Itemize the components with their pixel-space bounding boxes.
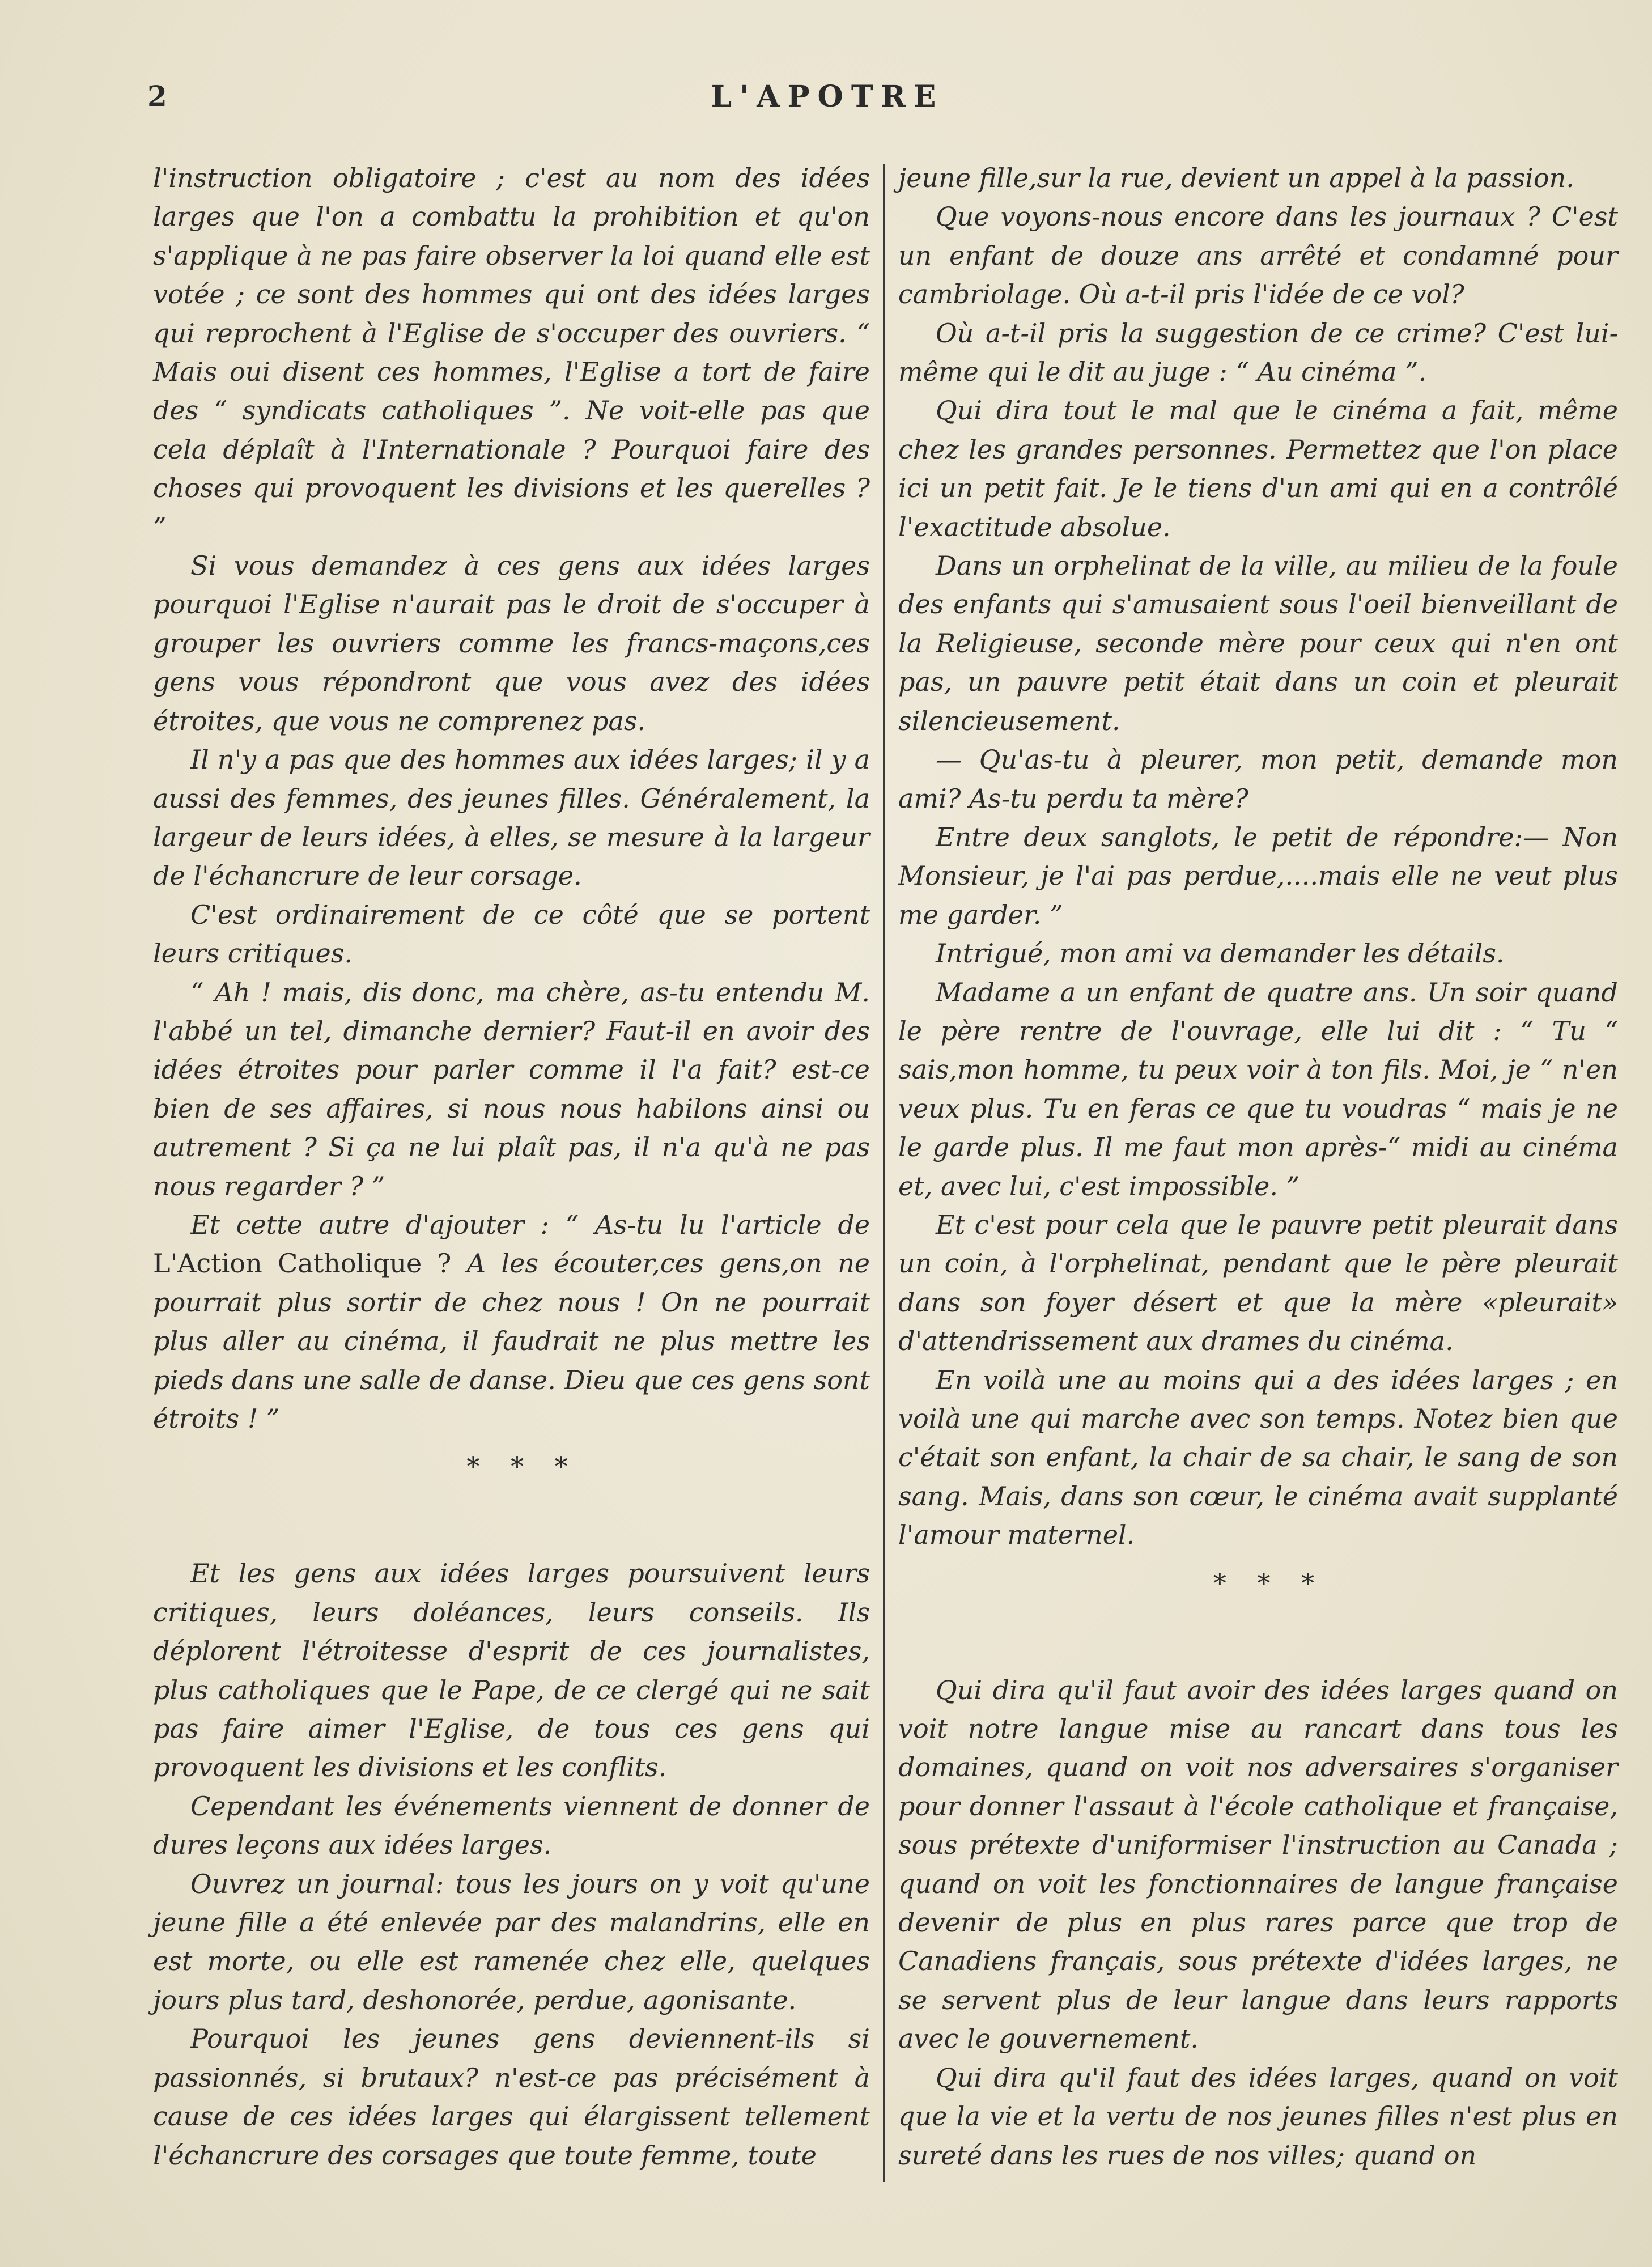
paragraph: Et c'est pour cela que le pauvre petit pleurait dans un coin, à l'orphelinat, pendant que le père pleurait dans son foyer désert et que la mère «pleurait» d'attendrissement aux drames du cinéma. [898, 1209, 1618, 1357]
paragraph: “ Ah ! mais, dis donc, ma chère, as-tu entendu M. l'abbé un tel, dimanche dernier? Faut-il en avoir des idées étroites pour parler comme il l'a fait? est-ce bien de ses affaires, si nous nous habilons ainsi ou autrement ? Si ça ne lui plaît pas, il n'a qu'à ne pas nous regarder ? ” [153, 977, 870, 1202]
paragraph [153, 1205, 870, 1438]
paragraph: Pourquoi les jeunes gens deviennent-ils si passionnés, si brutaux? n'est-ce pas précisément à cause de ces idées larges qui élargissent tellement l'échancrure des corsages que toute femme, toute [153, 2023, 870, 2171]
paragraph: Qui dira qu'il faut avoir des idées larges quand on voit notre langue mise au rancart dans tous les domaines, quand on voit nos adversaires s'organiser pour donner l'assaut à l'école catholique et française, sous prétexte d'uniformiser l'instruction au Canada ; quand on voit les fonctionnaires de langue française devenir de plus en plus rares parce que trop de Canadiens français, sous prétexte d'idées larges, ne se servent plus de leur langue dans leurs rapports avec le gouvernement. [898, 1674, 1618, 2054]
paragraph: l'instruction obligatoire ; c'est au nom des idées larges que l'on a combattu la prohibition et qu'on s'applique à ne pas faire observer la loi quand elle est votée ; ce sont des hommes qui ont des idées larges qui reprochent à l'Eglise de s'occuper des ouvriers. “ Mais oui disent ces hommes, l'Eglise a tort de faire des “ syndicats catholiques ”. Ne voit-elle pas que cela déplaît à l'Internationale ? Pourquoi faire des choses qui provoquent les divisions et les querelles ? ” [153, 163, 870, 542]
left-column [153, 159, 870, 2175]
newspaper-title: L'Action Catholique ? [153, 1248, 452, 1279]
paragraph: Il n'y a pas que des hommes aux idées larges; il y a aussi des femmes, des jeunes filles. Généralement, la largeur de leurs idées, à elles, se mesure à la largeur de l'échancrure de leur corsage. [153, 744, 870, 891]
page-header [147, 79, 1507, 125]
paragraph: Si vous demandez à ces gens aux idées larges pourquoi l'Eglise n'aurait pas le droit de s'occuper à grouper les ouvriers comme les francs-maçons,ces gens vous répondront que vous avez des idées étroites, que vous ne comprenez pas. [153, 550, 870, 736]
right-column [898, 159, 1618, 2175]
paragraph: En voilà une au moins qui a des idées larges ; en voilà une qui marche avec son temps. Notez bien que c'était son enfant, la chair de sa chair, le sang de son sang. Mais, dans son cœur, le cinéma avait supplanté l'amour maternel. [898, 1364, 1618, 1551]
section-separator: * * * [1213, 1567, 1326, 1598]
page-number: 2 [147, 79, 168, 113]
paragraph: Qui dira tout le mal que le cinéma a fait, même chez les grandes personnes. Permettez que l'on place ici un petit fait. Je le tiens d'un ami qui en a contrôlé l'exactitude absolue. [898, 395, 1618, 542]
running-title: L'APOTRE [711, 79, 944, 114]
paragraph: — Qu'as-tu à pleurer, mon petit, demande mon ami? As-tu perdu ta mère? [898, 744, 1618, 814]
paragraph: Que voyons-nous encore dans les journaux ? C'est un enfant de douze ans arrêté et condamné pour cambriolage. Où a-t-il pris l'idée de ce vol? [898, 201, 1618, 310]
paragraph: Dans un orphelinat de la ville, au milieu de la foule des enfants qui s'amusaient sous l'oeil bienveillant de la Religieuse, seconde mère pour ceux qui n'en ont pas, un pauvre petit était dans un coin et pleurait silencieusement. [898, 550, 1618, 736]
paragraph: jeune fille,sur la rue, devient un appel à la passion. [898, 163, 1574, 193]
paragraph: Qui dira qu'il faut des idées larges, quand on voit que la vie et la vertu de nos jeunes filles n'est plus en sureté dans les rues de nos villes; quand on [898, 2062, 1618, 2171]
paragraph: Où a-t-il pris la suggestion de ce crime? C'est lui-même qui le dit au juge : “ Au cinéma ”. [898, 317, 1618, 388]
paragraph-text: Et cette autre d'ajouter : “ As-tu lu l'article de [190, 1209, 870, 1240]
paragraph: Ouvrez un journal: tous les jours on y voit qu'une jeune fille a été enlevée par des malandrins, elle en est morte, ou elle est ramenée chez elle, quelques jours plus tard, deshonorée, perdue, agonisante. [153, 1868, 870, 2015]
paragraph: Madame a un enfant de quatre ans. Un soir quand le père rentre de l'ouvrage, elle lui dit : “ Tu “ sais,mon homme, tu peux voir à ton fils. Moi, je “ n'en veux plus. Tu en feras ce que tu voudras “ mais je ne le garde plus. Il me faut mon après-“ midi au cinéma et, avec lui, c'est impossible. ” [898, 977, 1618, 1202]
section-separator: * * * [466, 1451, 579, 1482]
paragraph: Et les gens aux idées larges poursuivent leurs critiques, leurs doléances, leurs conseils. Ils déplorent l'étroitesse d'esprit de ces journalistes, plus catholiques que le Pape, de ce clergé qui ne sait pas faire aimer l'Eglise, de tous ces gens qui provoquent les divisions et les conflits. [153, 1558, 870, 1783]
paragraph: Cependant les événements viennent de donner de dures leçons aux idées larges. [153, 1790, 870, 1861]
paragraph: Entre deux sanglots, le petit de répondre:— Non Monsieur, je l'ai pas perdue,....mais elle ne veut plus me garder. ” [898, 821, 1618, 930]
paragraph: C'est ordinairement de ce côté que se portent leurs critiques. [153, 899, 870, 969]
column-divider [883, 164, 885, 2182]
paragraph: Intrigué, mon ami va demander les détails. [936, 938, 1505, 969]
paragraph-text: A les écouter,ces gens,on ne pourrait plus sortir de chez nous ! On ne pourrait plus aller au cinéma, il faudrait ne plus mettre les pieds dans une salle de danse. Dieu que ces gens sont étroits ! ” [153, 1248, 870, 1434]
